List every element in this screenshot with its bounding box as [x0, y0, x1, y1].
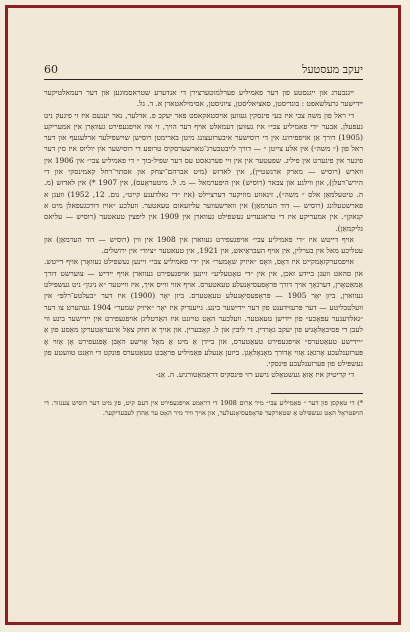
footnote: *) די טאַקסן פון דער ״ פאַמיליע צבי״ מיר אַרום 1908 די דראַמע אויפגעפירט אין דעם קיט, פון מיט דער רוסיש צענזור. די הויפּטראָל האָט געשפּילט אַ שטאַרקער פּראָפעסיאָנעלער, און אויך וויר מיר האָט ער אַהרן לעבעדיקער. [44, 398, 363, 417]
footnote-divider [271, 393, 363, 394]
paragraph: ייגנבערג און ייגנסטע פון דער פאמיליע פערלמוטערצירן די אנדערע שטראסמוגען און דער דעמאלטיקער יידישער גרעלשאפט : בוגדיסטן, סאציאליסטן, ציוניסטן, אסימילאטארן א. ד. גל. [44, 88, 363, 109]
running-head: יעקב מעסטעל [302, 63, 363, 76]
paragraph: אויף דייטש איז ״די פאמיליע צבי״ אויפגעפירט געווארן אין 1908 אין ווין (רוסיש — דוד הערמאַן) און עטליכע מאל אין בערלין, אין אויף העבראַיאש, אין 1921, אין טעאטער ״ציוד״ אין ירושלים. [44, 234, 363, 256]
paragraph: אויפמערקזאַמקייט איז דאָס, וואָס ״איזיק שאָמער״ אין ״די פאמיליע צבי״ זיינען געשפילט געוואָרן אויף דייטש. און סהאט וועגן ביידע זאכן, אין אין ״די טאָטעליע״ זיינען אויפגעפירט געווארן אויף יידיש — צוערשט דורך אַמאַטאָרן, דערנאָך אויך דורך פּראָפעסיאָנעלע טעאטערס. אויף אזוי ווייס איך, איז ווייטער ״א ניגון״ ניט געשפּילט געווארן, ביזן יאָר 1905 — פּראָפעסיאָנעלע טעאַטערס. ביזן יאָר (1900) איז דער ״בעלטע־רלפּ״ אין וועלטבליטע — דער פּרעזידענט פון דער יידישער בינע. גייענדיק איז יאָר ״איזיק שמער״ 1904 געהערט צו דער ״גאלדענער עפּאָכע״ פון יידישן טעאטער. וועלכער האָט טויזנט איז האַרטליגן אויפגעפירט אין יידישער בינע ווי לעבן די פּסיכאָלאָגיע פון יעקב גאָרדין. די ליבין און ל. קאָבערין. און אויך א חוזק צאַל אינעראַטערקן מאַסע פון אַ ״יידישע טעאַטערס״ אויפגעפירט טעאַטערס, און ביידן אַ מיט אָ מאָל אָוישע האָבן אָפּגעפירט אָן אָזוי אָ פּערזענלעכע אָרגאַנ אָזוי אָדורך מאָנאָלאָגן. ביזען אַנעלע פּאַמיליע פּראַכט טעאַטערס פּונקט די וואַנט טוועטע פון געשפּילט פון פּערזענלעכע פּינסקי. [44, 257, 363, 369]
page-header [44, 63, 363, 80]
paragraph: די ראל פון משה צבי איז בעי פינסקין געווען אויסטאקאסט פאר יעקב פ. אדלער, נאר יענעם איז זי פיגעק ניט געפעלן. אבער ״די פאמיליע צבי״ איז געווען דעמאלט אויף דער הויך, זי איז אויפגעפירט געוואָרן אין אמעריקע (1905) דורך אַן אויפפירונג אין די רוסישער איבערזעצונג מיטן בארימטן רוסישן שוישפילער ארלענעף און דער ראל פון (״ משה״) אין אלע צייטן ״ — דורך לייבטבערג־טארשערסקיס טרופע די רוסישער אין יוליוס איז סין דער פיגער אין פיגערט אין פיליג. שפעטער אין אין זיי פערגאסט עס דער שפיל-בוך ״ די פאמיליע צבי״ אין 1906 אין ווארש (רוסיש — מארק ארנשטיין), אין לאדזש (מיט אברהם־יצחק און אסתר־רחל קאמינסקי און די הירש־דעלן), און ווילנע און צבאר (רוסיש) אין היפערמאל — מ. ל. מיטעראָעס), אין 1907 *) אין לאדזש (מ. ה. טיטעלמאַן אלס ״ משה״), זינאווע מוזיקער דערציילט (איז ״די גאלדענע קייט״, נום. 12, 1952) וועגן א פארשטעלונג (רוסיש — דוד הערמאַן) אין ווארשעווער עליזעאום טעאטער. וועלכע ״אויז דורכגעפאלן מיט א קנאקן״. אין אמעריקע איז די טראגעדיע געשפילט געווארן אין 1909 אין ליפצין טעאטער (רוסיש — עליאס גליקמאַן). [44, 110, 363, 233]
book-page [44, 63, 363, 609]
paragraph: די קריטיק איז אַזאַ געשטאַלט גישע רזי פּינסקיס דראַמאַטורגיע. ה. אַנ- [155, 370, 354, 380]
page-number: 60 [44, 63, 58, 76]
body-text [44, 87, 363, 381]
